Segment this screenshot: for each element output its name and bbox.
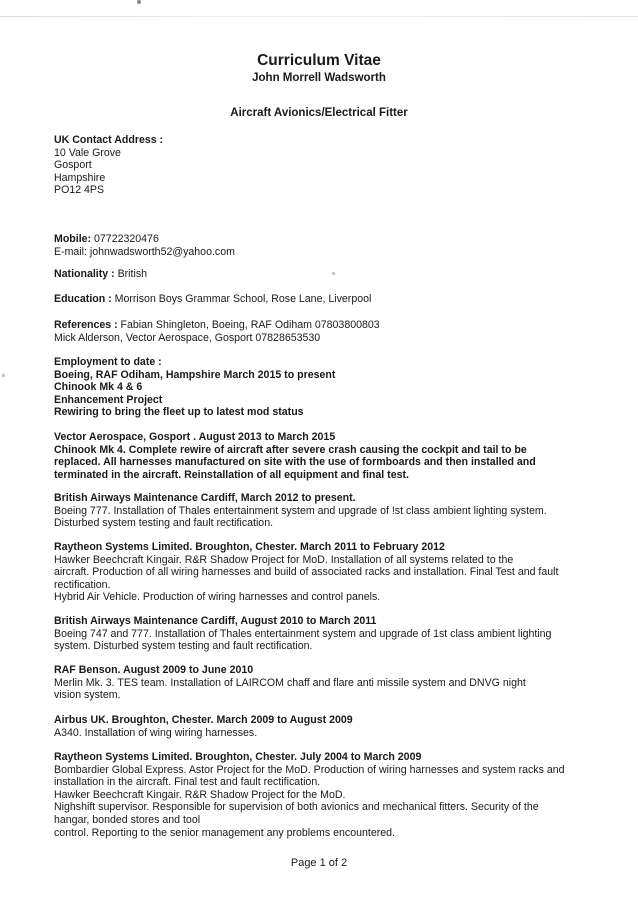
employment-body-line: Disturbed system testing and fault rectification. xyxy=(54,517,274,530)
candidate-name: John Morrell Wadsworth xyxy=(252,72,386,84)
employment-heading-line: Enhancement Project xyxy=(54,393,163,406)
employment-heading-line: terminated in the aircraft. Reinstallation of all equipment and final test. xyxy=(54,468,409,481)
mobile-label: Mobile: xyxy=(54,233,92,245)
employment-entry xyxy=(54,714,594,739)
employment-body-line: Boeing 777. Installation of Thales entertainment system and upgrade of !st class ambient lighting system. xyxy=(54,504,547,517)
employment-heading-line: British Airways Maintenance Cardiff, August 2010 to March 2011 xyxy=(54,615,377,627)
employment-body-line: Hawker Beechcraft Kingair. R&R Shadow Project for MoD. Installation of all systems related to the xyxy=(54,553,514,566)
reference-2: Mick Alderson, Vector Aerospace, Gosport 07828653530 xyxy=(54,331,321,344)
employment-heading-line: Chinook Mk 4 & 6 xyxy=(54,381,143,394)
employment-body-line: Hawker Beechcraft Kingair. R&R Shadow Project for the MoD. xyxy=(54,788,346,801)
employment-heading-line: Rewiring to bring the fleet up to latest mod status xyxy=(54,406,304,419)
employment-heading-line: Boeing, RAF Odiham, Hampshire March 2015 to present xyxy=(54,368,336,381)
employment-entry xyxy=(54,541,594,604)
education-label: Education : xyxy=(54,293,112,305)
employment-entry xyxy=(54,664,594,702)
nationality-value: British xyxy=(114,268,148,280)
address-section xyxy=(54,134,594,197)
employment-entry xyxy=(54,356,594,419)
address-label: UK Contact Address : xyxy=(54,134,164,146)
employment-body-line: Bombardier Global Express. Astor Project for the MoD. Production of wiring harnesses and system racks and xyxy=(54,763,565,776)
education-value: Morrison Boys Grammar School, Rose Lane, Liverpool xyxy=(111,293,372,305)
employment-body-line: installation in the aircraft. Final test and fault rectification. xyxy=(54,776,321,789)
references-section xyxy=(54,319,594,344)
scan-artifact-dot xyxy=(137,0,141,4)
employment-heading-line: replaced. All harnesses manufactured on site with the use of formboards and then installed and xyxy=(54,456,536,469)
address-line: Hampshire xyxy=(54,171,106,184)
nationality-section xyxy=(54,268,594,281)
employment-entry xyxy=(54,492,594,530)
employment-body-line: Boeing 747 and 777. Installation of Thales entertainment system and upgrade of 1st class ambient lighting xyxy=(54,627,552,640)
scan-speck xyxy=(2,374,5,377)
employment-body-line: control. Reporting to the senior management any problems encountered. xyxy=(54,826,395,839)
education-section xyxy=(54,293,594,306)
employment-body-line: A340. Installation of wing wiring harnesses. xyxy=(54,726,258,739)
employment-body-line: vision system. xyxy=(54,689,121,702)
document-title: Curriculum Vitae xyxy=(257,52,381,69)
employment-heading-line: Employment to date : xyxy=(54,356,162,368)
employment-body-line: aircraft. Production of all wiring harnesses and build of associated racks and installation. Final Test and fault xyxy=(54,566,559,579)
email-line: E-mail: johnwadsworth52@yahoo.com xyxy=(54,245,235,258)
address-line: Gosport xyxy=(54,159,92,172)
employment-heading-line: British Airways Maintenance Cardiff, March 2012 to present. xyxy=(54,492,356,504)
employment-heading-line: Vector Aerospace, Gosport . August 2013 to March 2015 xyxy=(54,431,336,443)
contact-section xyxy=(54,233,594,258)
address-line: PO12 4PS xyxy=(54,184,105,197)
employment-heading-line: Raytheon Systems Limited. Broughton, Chester. July 2004 to March 2009 xyxy=(54,751,422,763)
address-line: 10 Vale Grove xyxy=(54,146,121,159)
employment-entry xyxy=(54,751,594,839)
employment-body-line: Merlin Mk. 3. TES team. Installation of LAIRCOM chaff and flare anti missile system and DNVG night xyxy=(54,676,526,689)
employment-body-line: rectification. xyxy=(54,578,111,591)
nationality-label: Nationality : xyxy=(54,268,115,280)
employment-entry xyxy=(54,431,594,481)
employment-heading-line: Chinook Mk 4. Complete rewire of aircraft after severe crash causing the cockpit and tail to be xyxy=(54,443,527,456)
job-role: Aircraft Avionics/Electrical Fitter xyxy=(230,107,408,119)
employment-heading-line: Raytheon Systems Limited. Broughton, Chester. March 2011 to February 2012 xyxy=(54,541,445,553)
employment-heading-line: Airbus UK. Broughton, Chester. March 2009 to August 2009 xyxy=(54,714,353,726)
references-label: References : xyxy=(54,319,118,331)
employment-body-line: Hybrid Air Vehicle. Production of wiring harnesses and control panels. xyxy=(54,591,381,604)
page-number: Page 1 of 2 xyxy=(290,857,348,869)
employment-heading-line: RAF Benson. August 2009 to June 2010 xyxy=(54,664,254,676)
mobile-number: 07722320476 xyxy=(91,233,159,245)
employment-body-line: system. Disturbed system testing and fault rectification. xyxy=(54,640,313,653)
employment-body-line: Nighshift supervisor. Responsible for supervision of both avionics and mechanical fitters. Security of the xyxy=(54,801,539,814)
scan-artifact-line xyxy=(0,16,638,17)
reference-1: Fabian Shingleton, Boeing, RAF Odiham 07803800803 xyxy=(117,319,380,331)
employment-entry xyxy=(54,615,594,653)
employment-body-line: hangar, bonded stores and tool xyxy=(54,813,201,826)
